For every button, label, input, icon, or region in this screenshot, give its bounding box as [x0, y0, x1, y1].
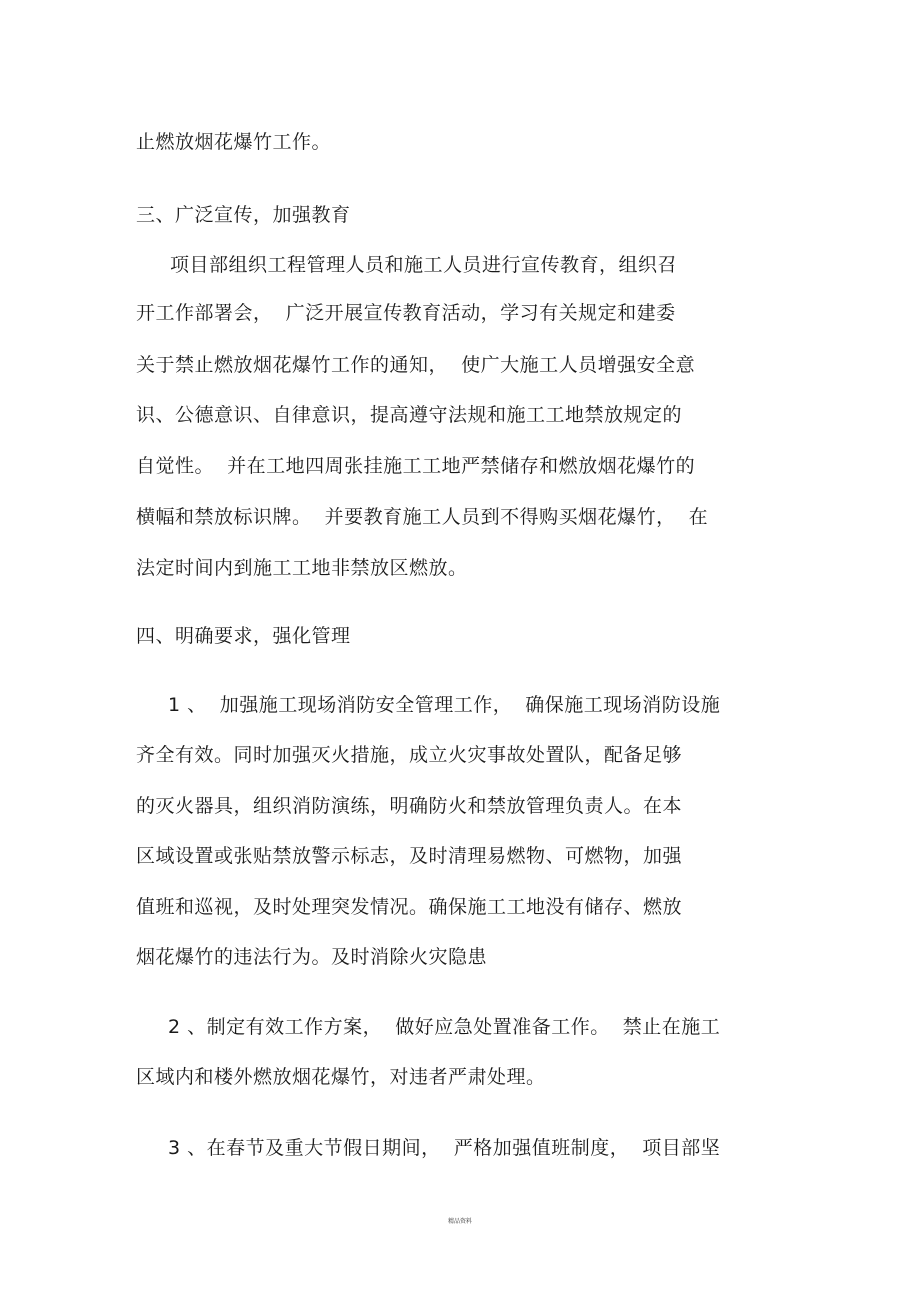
text-line: 横幅和禁放标识牌。 并要教育施工人员到不得购买烟花爆竹， 在	[136, 506, 709, 528]
section-heading: 三、广泛宣传，加强教育	[136, 204, 351, 226]
text-line: 止燃放烟花爆竹工作。	[136, 131, 332, 153]
text-line: 法定时间内到施工工地非禁放区燃放。	[136, 557, 468, 579]
text-line: 的灭火器具，组织消防演练，明确防火和禁放管理负责人。在本	[136, 795, 683, 817]
page-footer: 精品资料	[447, 1218, 472, 1225]
text-line: 2 、制定有效工作方案， 做好应急处置准备工作。 禁止在施工	[168, 1016, 721, 1038]
text-line: 关于禁止燃放烟花爆竹工作的通知， 使广大施工人员增强安全意	[136, 354, 696, 376]
text-line: 区域设置或张贴禁放警示标志，及时清理易燃物、可燃物，加强	[136, 845, 683, 867]
text-line: 齐全有效。同时加强灭火措施，成立火灾事故处置队，配备足够	[136, 744, 683, 766]
text-line: 值班和巡视，及时处理突发情况。确保施工工地没有储存、燃放	[136, 896, 683, 918]
text-line: 识、公德意识、自律意识，提高遵守法规和施工工地禁放规定的	[136, 404, 683, 426]
text-line: 烟花爆竹的违法行为。及时消除火灾隐患	[136, 946, 488, 968]
text-line: 开工作部署会， 广泛开展宣传教育活动，学习有关规定和建委	[136, 302, 676, 324]
section-heading: 四、明确要求，强化管理	[136, 625, 351, 647]
text-line: 自觉性。 并在工地四周张挂施工工地严禁储存和燃放烟花爆竹的	[136, 455, 696, 477]
text-line: 3 、在春节及重大节假日期间， 严格加强值班制度， 项目部坚	[168, 1137, 721, 1159]
text-line: 1 、 加强施工现场消防安全管理工作， 确保施工现场消防设施	[168, 694, 721, 716]
text-line: 区域内和楼外燃放烟花爆竹，对违者严肃处理。	[136, 1066, 546, 1088]
text-line: 项目部组织工程管理人员和施工人员进行宣传教育，组织召	[170, 254, 678, 276]
